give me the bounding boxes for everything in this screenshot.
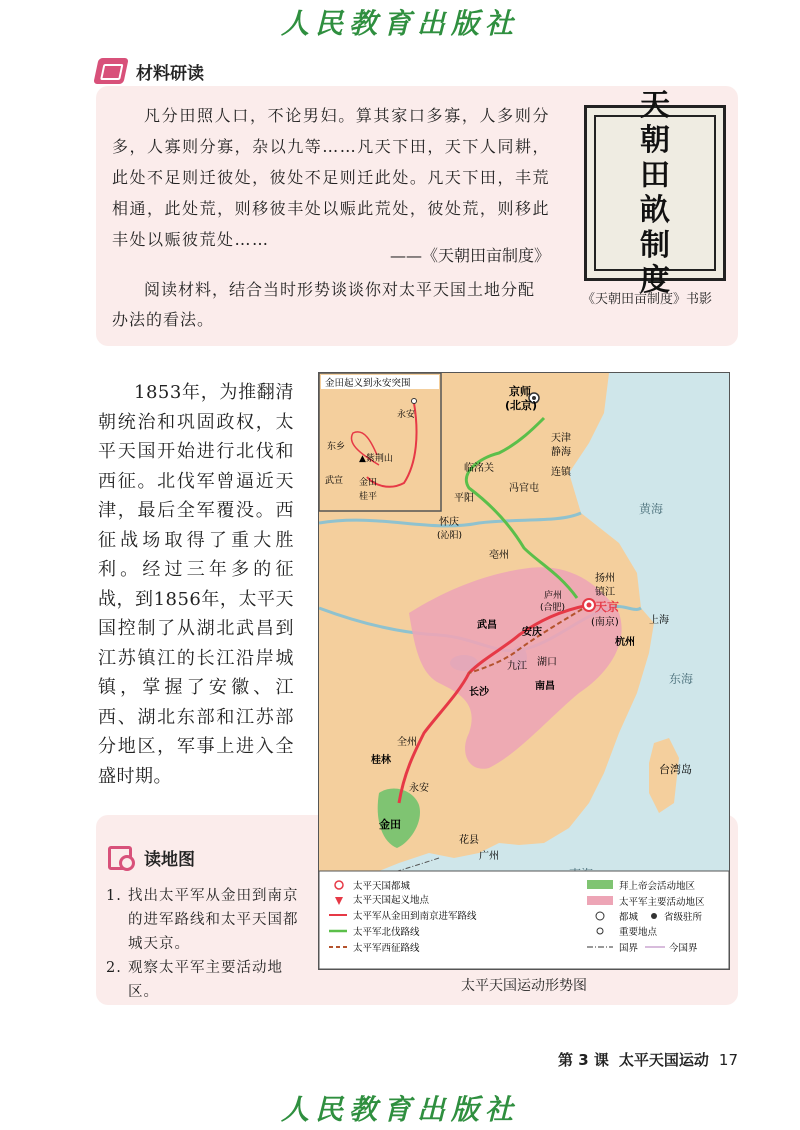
book-char: 朝 xyxy=(640,123,670,158)
material-paragraph: 凡分田照人口，不论男妇。算其家口多寡，人多则分多，人寡则分寡，杂以九等……凡天下田，天下人同耕，此处不足则迁彼处，彼处不足则迁此处。凡天下田，丰荒相通，此处荒，则移彼丰处以赈此荒处，彼处荒，则移此丰处以赈彼荒处…… xyxy=(112,106,550,249)
label-bozhou: 亳州 xyxy=(489,550,509,561)
material-source: ——《天朝田亩制度》 xyxy=(389,246,550,265)
inset-label-yongan: 永安 xyxy=(397,410,416,420)
read-map-title: 读地图 xyxy=(144,850,195,870)
legend-north-route: 太平军北伐路线 xyxy=(353,927,420,938)
label-linmingguan: 临洺关 xyxy=(464,463,494,474)
label-guilin: 桂林 xyxy=(371,755,391,766)
read-map-list xyxy=(106,884,306,1004)
label-zhenjiang: 镇江 xyxy=(595,587,615,598)
label-quanzhou: 全州 xyxy=(397,737,417,748)
label-qinyang: (沁阳) xyxy=(437,531,463,541)
legend-main-area: 太平军主要活动地区 xyxy=(619,897,705,908)
label-hangzhou: 杭州 xyxy=(615,637,635,648)
label-anqing: 安庆 xyxy=(522,627,542,638)
page-footer xyxy=(558,1049,738,1070)
label-wuchang: 武昌 xyxy=(477,620,497,631)
magnifier-icon xyxy=(108,846,132,870)
label-taiwan: 台湾岛 xyxy=(659,763,692,776)
label-fengguantun: 冯官屯 xyxy=(509,483,539,494)
label-pingyang: 平阳 xyxy=(454,493,474,504)
body-text xyxy=(98,378,294,791)
material-quote xyxy=(112,100,550,255)
label-jingshi: 京师 xyxy=(509,385,531,398)
legend-capital: 太平天国都城 xyxy=(353,881,411,892)
label-jintian: 金田 xyxy=(379,818,401,831)
material-question: 阅读材料，结合当时形势谈谈你对太平天国土地分配办法的看法。 xyxy=(112,280,536,329)
book-char: 天 xyxy=(640,88,670,123)
book-cover-image xyxy=(584,88,726,298)
legend-uprising: 太平天国起义地点 xyxy=(353,895,430,906)
label-hefei: (合肥) xyxy=(540,603,566,613)
read-map-item: 2. 观察太平军主要活动地区。 xyxy=(106,960,283,1000)
legend-provincial: 省级驻所 xyxy=(664,912,703,923)
inset-label-jintian: 金田 xyxy=(359,478,378,488)
book-caption: 《天朝田亩制度》书影 xyxy=(582,292,713,307)
book-icon xyxy=(93,58,129,84)
material-title: 材料研读 xyxy=(136,63,204,84)
label-jinghai: 静海 xyxy=(551,447,571,458)
book-char: 田 xyxy=(640,158,670,193)
label-yangzhou: 扬州 xyxy=(595,573,615,584)
legend-capital-city: 都城 xyxy=(619,912,639,923)
label-lianzhen: 连镇 xyxy=(551,467,571,478)
publisher-logo-top: 人民教育出版社 xyxy=(280,7,519,40)
label-changsha: 长沙 xyxy=(469,687,489,698)
inset-label-zijingshan: ▲紫荆山 xyxy=(359,454,393,464)
legend-border: 国界 xyxy=(619,943,639,954)
legend-society-area: 拜上帝会活动地区 xyxy=(619,881,696,892)
lesson-title: 太平天国运动 xyxy=(618,1051,709,1069)
page-number: 17 xyxy=(718,1051,738,1069)
label-tianjing: 天京 xyxy=(595,600,620,614)
legend-key-place: 重要地点 xyxy=(619,927,658,938)
label-guangzhou: 广州 xyxy=(479,851,499,862)
label-huaxian: 花县 xyxy=(459,835,479,846)
label-luzhou: 庐州 xyxy=(544,591,563,601)
book-char: 制 xyxy=(640,228,670,263)
map-caption: 太平天国运动形势图 xyxy=(461,978,587,994)
label-shanghai: 上海 xyxy=(649,615,669,626)
book-char: 度 xyxy=(640,263,670,298)
label-donghai: 东海 xyxy=(669,672,694,686)
publisher-logo-bottom: 人民教育出版社 xyxy=(280,1093,519,1126)
legend-current-border: 今国界 xyxy=(669,943,698,954)
inset-label-guiping: 桂平 xyxy=(359,492,378,502)
read-map-header xyxy=(108,845,195,870)
legend-march-route: 太平军从金田到南京进军路线 xyxy=(353,911,477,922)
label-nanchang: 南昌 xyxy=(535,681,555,692)
material-header xyxy=(96,56,204,86)
label-beijing: (北京) xyxy=(505,399,538,412)
inset-label-wuxuan: 武宣 xyxy=(325,476,344,486)
inset-label-dongxiang: 东乡 xyxy=(327,442,346,452)
label-hukou: 湖口 xyxy=(537,657,557,668)
taiping-map xyxy=(318,372,730,970)
book-char: 畝 xyxy=(640,193,670,228)
label-jiujiang: 九江 xyxy=(507,661,527,672)
label-tianjin: 天津 xyxy=(551,433,571,444)
label-huanghai: 黄海 xyxy=(639,502,664,516)
body-paragraph: 1853年，为推翻清朝统治和巩固政权，太平天国开始进行北伐和西征。北伐军曾逼近天津，最后全军覆没。西征战场取得了重大胜利。经过三年多的征战，到1856年，太平天国控制了从湖北武昌到江苏镇江的长江沿岸城镇，掌握了安徽、江西、湖北东部和江苏部分地区，军事上进入全盛时期。 xyxy=(98,382,294,787)
legend-west-route: 太平军西征路线 xyxy=(353,943,420,954)
label-huaiqing: 怀庆 xyxy=(439,517,459,528)
label-yongan: 永安 xyxy=(409,783,429,794)
lesson-number: 第 3 课 xyxy=(558,1051,609,1069)
inset-title: 金田起义到永安突围 xyxy=(325,378,411,389)
read-map-item: 1. 找出太平军从金田到南京的进军路线和太平天国都城天京。 xyxy=(106,888,299,952)
label-nanjing: (南京) xyxy=(591,617,619,628)
